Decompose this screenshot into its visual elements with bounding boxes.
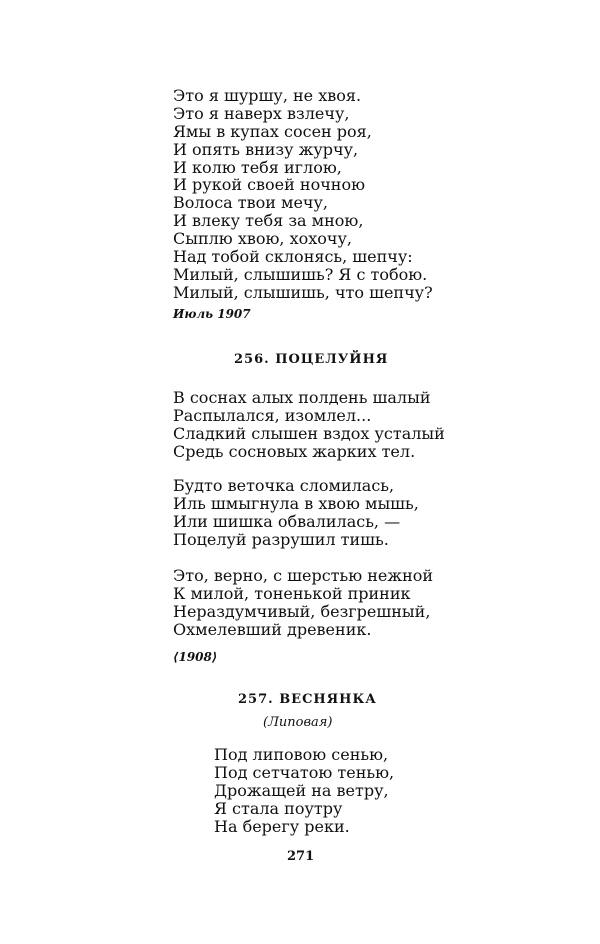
poem-line: Сыплю хвою, хохочу, <box>173 229 352 249</box>
poem-line: Волоса твои мечу, <box>173 193 329 213</box>
poem-date: ⟨1908⟩ <box>173 650 218 664</box>
poem-line: Иль шмыгнула в хвою мышь, <box>173 493 419 513</box>
poem-stanza <box>173 477 419 549</box>
poem-line: Дрожащей на ветру, <box>214 780 389 800</box>
poem-line: Под липовою сенью, <box>214 745 389 764</box>
poem-line: И опять внизу журчу, <box>173 139 359 159</box>
poem-title: 256. ПОЦЕЛУЙНЯ <box>234 352 389 367</box>
poem-line: Я стала поутру <box>214 798 343 818</box>
poem-line: Над тобой склонясь, шепчу: <box>173 247 413 267</box>
poem-line: Охмелевший древеник. <box>173 619 372 639</box>
poem-line: И рукой своей ночною <box>173 175 365 195</box>
poem-line: В соснах алых полдень шалый <box>173 388 431 407</box>
poem-date: Июль 1907 <box>173 307 251 321</box>
poem-stanza <box>173 567 433 639</box>
poem-line: Будто веточка сломилась, <box>173 476 395 495</box>
poem-line: Распылался, изомлел... <box>173 405 372 425</box>
poem-line: Поцелуй разрушил тишь. <box>173 529 389 549</box>
poem-stanza <box>214 746 394 835</box>
poem-end-stanza <box>173 87 433 302</box>
poem-subtitle: (Липовая) <box>263 715 333 730</box>
poem-line: И влеку тебя за мною, <box>173 211 364 231</box>
poem-title: 257. ВЕСНЯНКА <box>238 692 377 707</box>
poem-line: Это я шуршу, не хвоя. <box>173 86 362 105</box>
poem-line: К милой, тоненькой приник <box>173 583 411 603</box>
poem-line: И колю тебя иглою, <box>173 157 342 177</box>
poem-line: Под сетчатою тенью, <box>214 762 395 782</box>
page-number: 271 <box>287 849 315 864</box>
poem-line: Это, верно, с шерстью нежной <box>173 566 434 585</box>
poem-line: Милый, слышишь, что шепчу? <box>173 282 433 302</box>
poem-line: Ямы в купах сосен роя, <box>173 121 372 141</box>
poem-stanza <box>173 389 445 461</box>
poem-line: Или шишка обвалилась, — <box>173 511 401 531</box>
poem-line: Милый, слышишь? Я с тобою. <box>173 264 428 284</box>
poem-line: На берегу реки. <box>214 816 350 836</box>
poem-line: Сладкий слышен вздох усталый <box>173 423 445 443</box>
poem-line: Это я наверх взлечу, <box>173 103 350 123</box>
poem-line: Нераздумчивый, безгрешный, <box>173 601 431 621</box>
poem-line: Средь сосновых жарких тел. <box>173 441 416 461</box>
